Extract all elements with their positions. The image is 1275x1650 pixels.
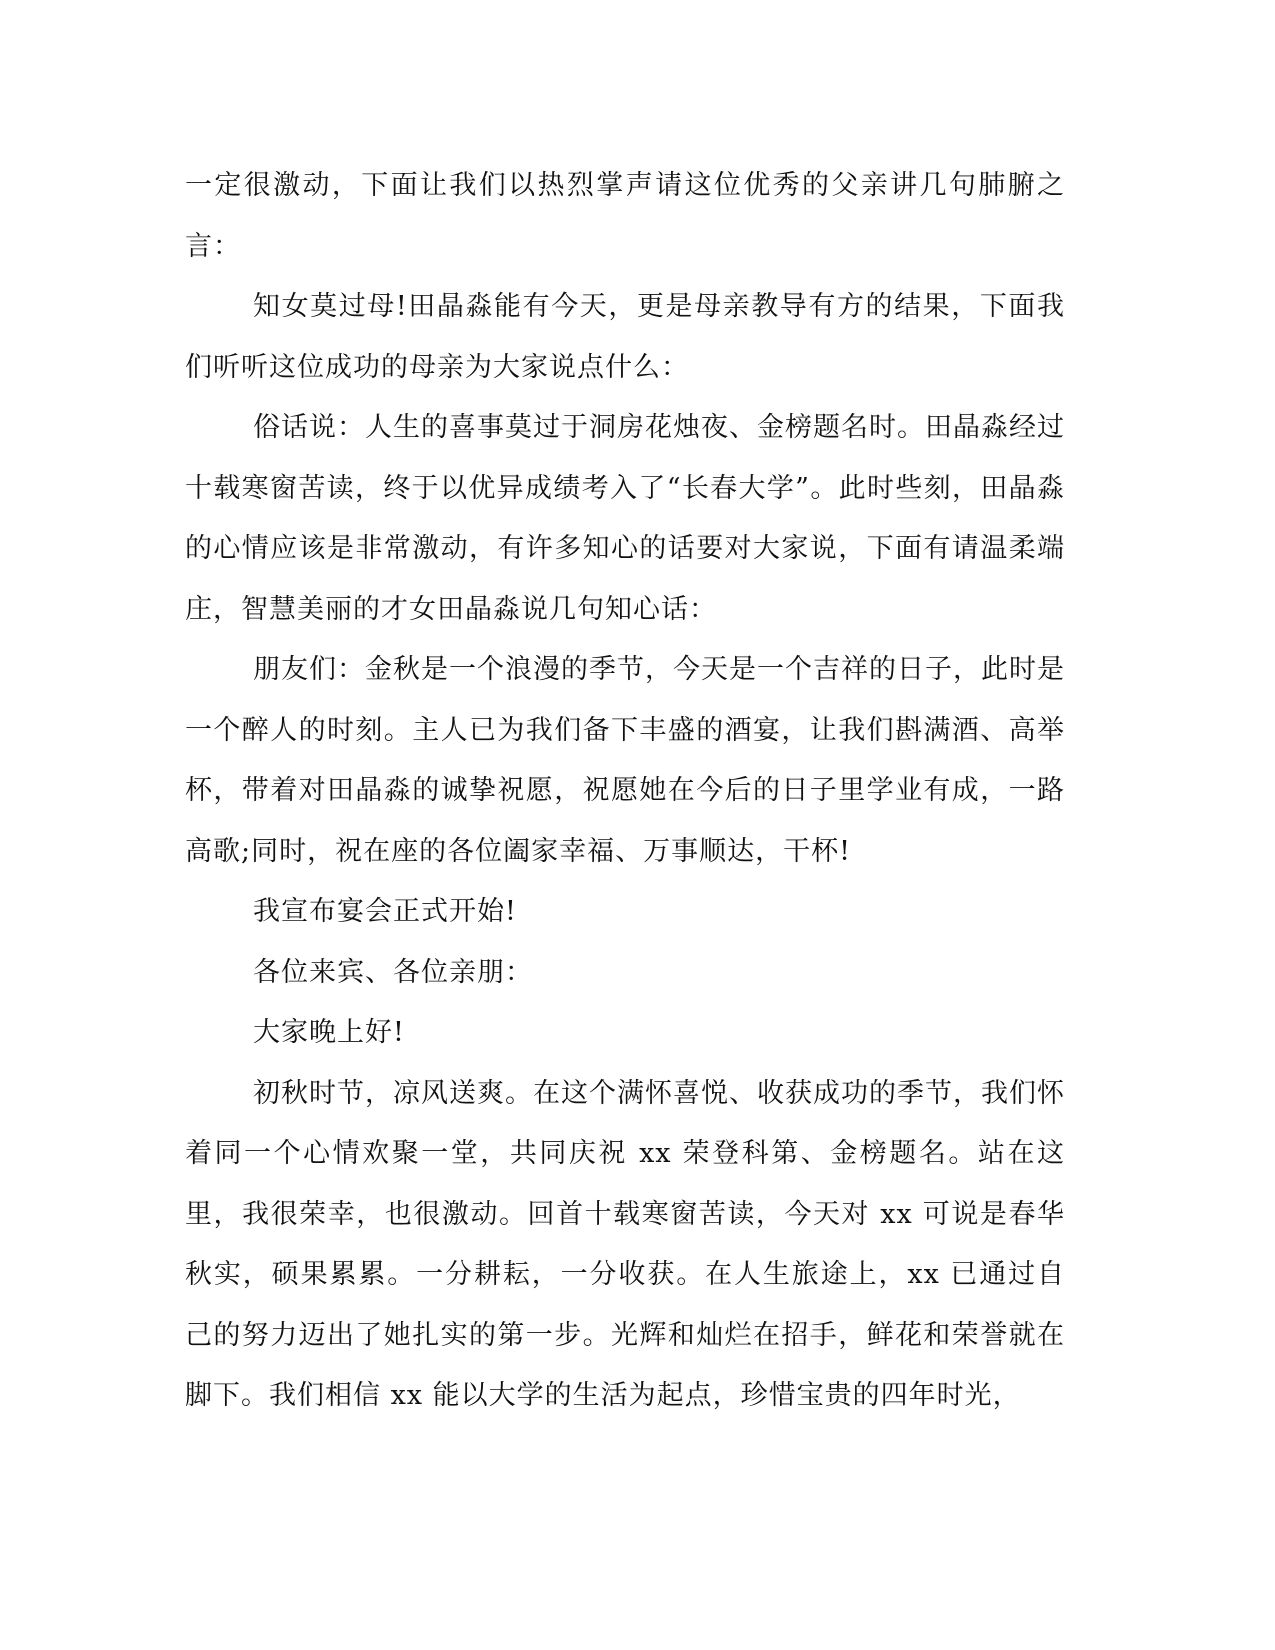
paragraph-8: 初秋时节，凉风送爽。在这个满怀喜悦、收获成功的季节，我们怀着同一个心情欢聚一堂，共同庆祝 xx 荣登科第、金榜题名。站在这里，我很荣幸，也很激动。回首十载寒窗苦读，今天对 xx 可说是春华秋实，硕果累累。一分耕耘，一分收获。在人生旅途上，xx 已通过自己的努力迈出了她扎实的第一步。光辉和灿烂在招手，鲜花和荣誉就在脚下。我们相信 xx 能以大学的生活为起点，珍惜宝贵的四年时光， — [185, 1077, 1065, 1411]
paragraph-2: 知女莫过母!田晶淼能有今天，更是母亲教导有方的结果，下面我们听听这位成功的母亲为大家说点什么： — [185, 291, 1065, 383]
paragraph-3: 俗话说：人生的喜事莫过于洞房花烛夜、金榜题名时。田晶淼经过十载寒窗苦读，终于以优异成绩考入了“长春大学”。此时些刻，田晶淼的心情应该是非常激动，有许多知心的话要对大家说，下面有请温柔端庄，智慧美丽的才女田晶淼说几句知心话： — [185, 412, 1065, 625]
paragraph-1: 一定很激动，下面让我们以热烈掌声请这位优秀的父亲讲几句肺腑之言： — [185, 170, 1065, 262]
body-text — [185, 156, 1065, 1427]
paragraph-4: 朋友们：金秋是一个浪漫的季节，今天是一个吉祥的日子，此时是一个醉人的时刻。主人已为我们备下丰盛的酒宴，让我们斟满酒、高举杯，带着对田晶淼的诚挚祝愿，祝愿她在今后的日子里学业有成，一路高歌;同时，祝在座的各位阖家幸福、万事顺达，干杯! — [185, 654, 1065, 867]
paragraph-5: 我宣布宴会正式开始! — [253, 896, 517, 927]
paragraph-7: 大家晚上好! — [253, 1017, 405, 1048]
paragraph-6: 各位来宾、各位亲朋： — [253, 956, 533, 988]
